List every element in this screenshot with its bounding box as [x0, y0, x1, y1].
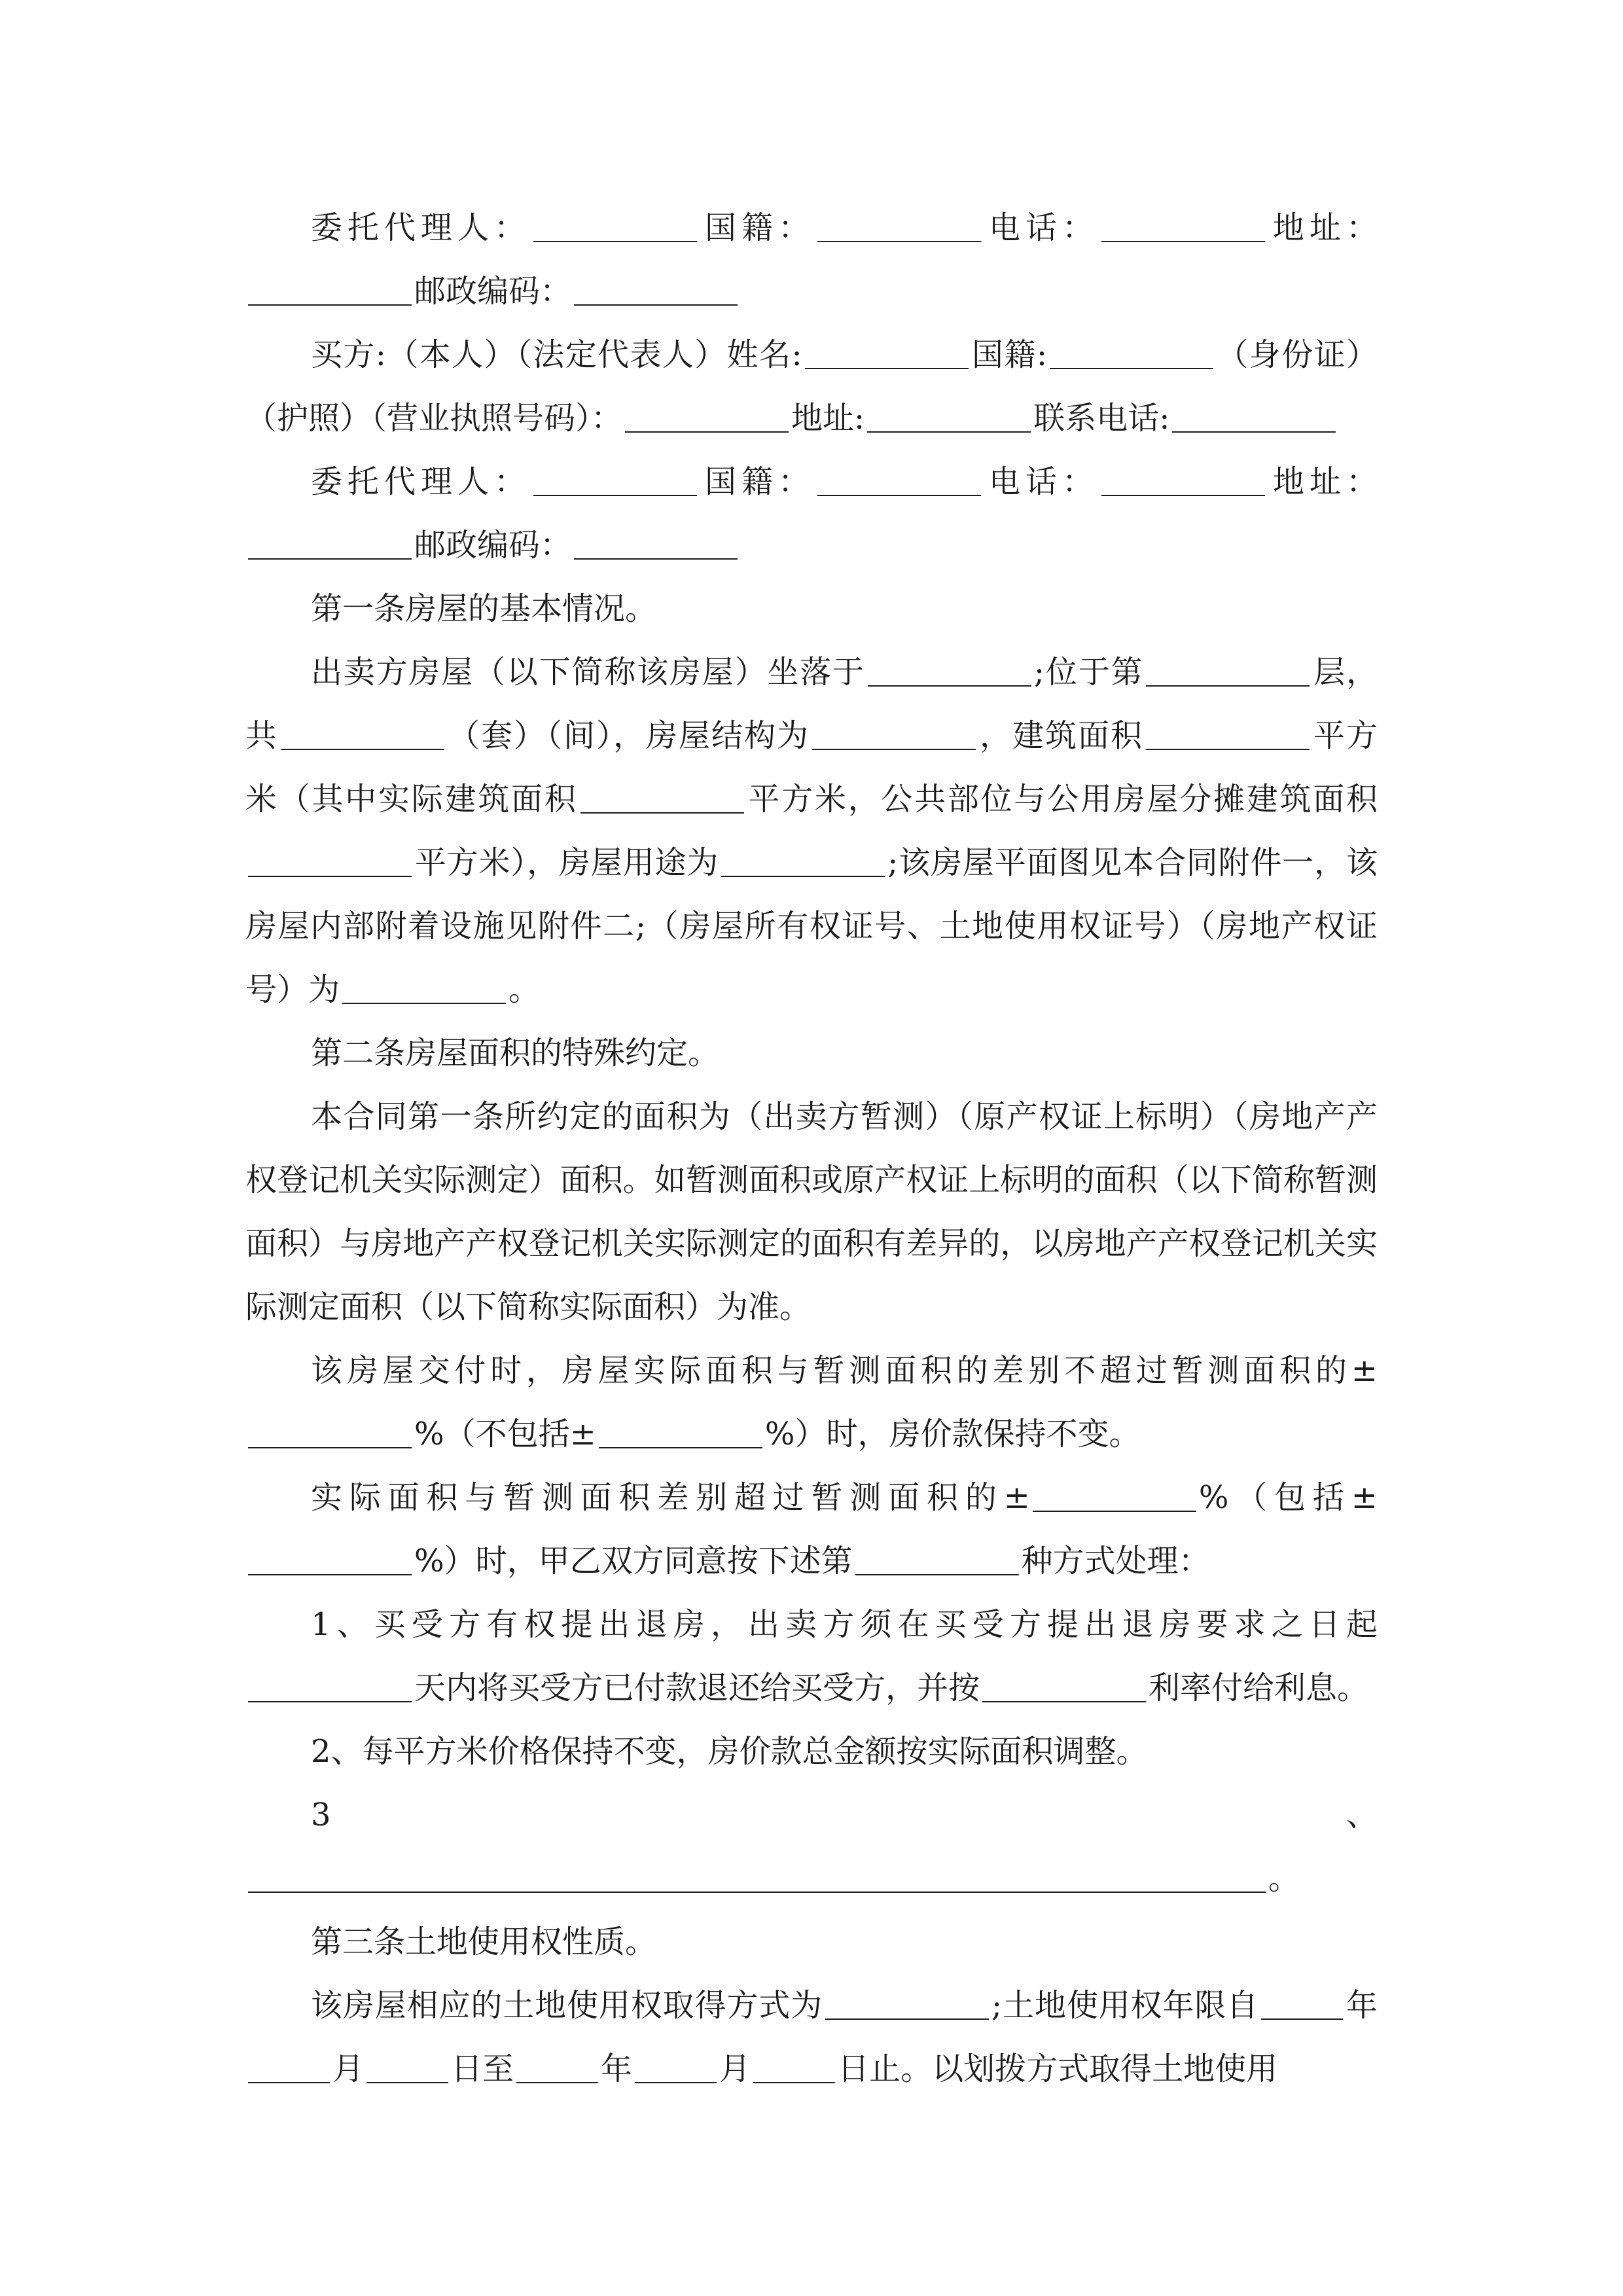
- agent-info-buyer: 委托代理人： 国籍： 电话： 地址：邮政编码：: [245, 450, 1378, 577]
- blank-field: [533, 469, 697, 496]
- blank-field: [1101, 469, 1265, 496]
- blank-field: [248, 1675, 412, 1702]
- blank-field: [342, 977, 506, 1004]
- blank-field: [825, 1992, 989, 2020]
- blank-field: [855, 1548, 1019, 1575]
- blank-field: [281, 723, 444, 750]
- blank-field: [721, 850, 885, 877]
- blank-field: [812, 723, 976, 750]
- option-1: 1、买受方有权提出退房，出卖方须在买受方提出退房要求之日起天内将买受方已付款退还给买受方，并按 利率付给利息。: [245, 1593, 1378, 1720]
- blank-field: [1172, 405, 1336, 433]
- blank-field: [516, 2056, 598, 2083]
- blank-field: [248, 2056, 330, 2083]
- blank-field: [868, 659, 1031, 687]
- agent-info-seller: 委托代理人： 国籍： 电话： 地址：邮政编码：: [245, 196, 1378, 323]
- article-3-heading: 第三条土地使用权性质。: [311, 1924, 657, 1960]
- blank-field: [753, 2056, 835, 2083]
- blank-field: [248, 850, 412, 877]
- blank-field: [248, 278, 412, 306]
- buyer-info: 买方:（本人）（法定代表人）姓名: 国籍: （身份证）（护照）（营业执照号码）： 地址: 联系电话:: [245, 336, 1378, 437]
- option-3: 3、。: [245, 1784, 1378, 1910]
- blank-field: [1101, 215, 1265, 242]
- area-tolerance-clause: 该房屋交付时，房屋实际面积与暂测面积的差别不超过暂测面积的±%（不包括± %）时，房价款保持不变。: [245, 1339, 1378, 1466]
- blank-field: [817, 469, 981, 496]
- area-exceed-clause: 实际面积与暂测面积差别超过暂测面积的± %（包括±%）时，甲乙双方同意按下述第 种方式处理：: [245, 1466, 1378, 1593]
- blank-field: [1261, 1992, 1343, 2020]
- blank-field: [599, 1421, 762, 1448]
- blank-field: [574, 278, 738, 306]
- option-2: 2、每平方米价格保持不变，房价款总金额按实际面积调整。: [311, 1733, 1148, 1770]
- blank-field: [366, 2056, 448, 2083]
- article-2-heading: 第二条房屋面积的特殊约定。: [311, 1035, 720, 1071]
- article-2-body: 本合同第一条所约定的面积为（出卖方暂测）（原产权证上标明）（房地产产权登记机关实际测定）面积。如暂测面积或原产权证上标明的面积（以下简称暂测面积）与房地产产权登记机关实际测定的面积有差异的，以房地产产权登记机关实际测定面积（以下简称实际面积）为准。: [245, 1098, 1378, 1325]
- blank-field: [1146, 723, 1310, 750]
- blank-field: [982, 1675, 1146, 1702]
- blank-field: [1146, 659, 1310, 687]
- blank-field: [248, 1865, 1266, 1893]
- blank-field: [635, 2056, 717, 2083]
- article-1-heading: 第一条房屋的基本情况。: [311, 590, 657, 627]
- blank-field: [867, 405, 1031, 433]
- blank-field: [1033, 1484, 1196, 1512]
- blank-field: [817, 215, 981, 242]
- blank-field: [248, 1421, 412, 1448]
- blank-field: [533, 215, 697, 242]
- blank-field: [248, 532, 412, 560]
- blank-field: [625, 405, 789, 433]
- article-1-body: 出卖方房屋（以下简称该房屋）坐落于 ;位于第 层，共 （套）（间），房屋结构为 ，建筑面积 平方米（其中实际建筑面积 平方米，公共部位与公用房屋分摊建筑面积平方米），房屋用途为 ;该房屋平面图见本合同附件一，该房屋内部附着设施见附件二;（房屋所有权证号、土地使用权证号）（房地产权证号）为 。: [245, 654, 1378, 1008]
- blank-field: [248, 1548, 412, 1575]
- article-3-body: 该房屋相应的土地使用权取得方式为 ;土地使用权年限自 年月 日至 年 月 日止。以划拨方式取得土地使用: [245, 1974, 1378, 2101]
- blank-field: [1050, 342, 1213, 369]
- blank-field: [805, 342, 969, 369]
- blank-field: [580, 786, 744, 814]
- blank-field: [574, 532, 738, 560]
